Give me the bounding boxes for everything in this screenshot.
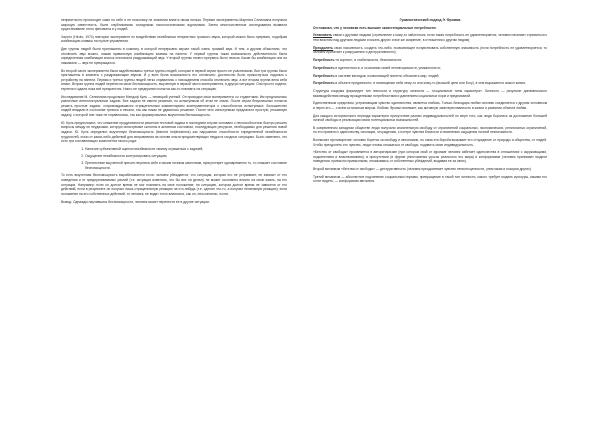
right-paragraph-6: Возникает противоречие: человек борется за свободу и автономию, но сама эта борьба вызывает его отчуждение от природы и общества, от людей. Чтобы преодолеть это чувство, люди готовы отказаться от свободы, подавить свою индивидуальность. <box>313 138 547 147</box>
list-item: 1. Наличие субъективной оценки неизбежности своему отражаться с задачей; <box>85 147 287 152</box>
left-paragraph-5: Исследование М. Селигмана продолжил Мэлдоф Куль — немецкий ученый. Он проводил свои эксперименты со студентами. Им предлагались различные интеллектуальные задачи. Все задачи не имели решения, но испытуемым об этом не знали. После серии безуспешных попыток решить простые задачи, сопровождавшихся отрицательным комментарием экспериментатора о способностях испытуемых, большинство людей впадали в состояние тревоги и печали, так как никак не удавалось решение. После чего испытуемым предлагали простую, решаемую задачу, с которой они тоже не справлялись, так как формировалась выученная беспомощность. <box>61 94 287 118</box>
need-text: в системе взглядов, позволяющей понятно объяснить мир, людей; <box>334 73 440 78</box>
need-term: Потребность <box>313 81 335 86</box>
need-term: Потребность <box>313 58 335 63</box>
need-term: Потребность <box>313 73 335 78</box>
need-item <box>313 46 547 55</box>
right-paragraph-3: Единственным средством, устраняющим чувство одиночества, является любовь. Только благодаря любви человек соединяется с другим человеком и через это — с всем остальным миром. Любовь Фромм понимает, как активную заинтересованность в жизни и развитии объекта любви. <box>313 101 547 110</box>
need-item <box>313 58 547 63</box>
right-paragraph-4: Для каждого исторического периода характерно присутствие разных индивидуальностей по мере того, как люди боролись за достижение большей личной свободы в реализации своих потенциальных возможностей. <box>313 113 547 123</box>
list-item: 3. Препятствие выученной причин неуспеха себя и своим личным качествам, присутствует одновременно то, то снижает состояние беспомощности. <box>85 161 287 170</box>
section-title: Гуманистический подход Э. Фромма <box>399 18 461 22</box>
right-paragraph-7: «Бегство от свободы» проявляется в авторитаризме (при котором свой от фромме человек избегает одиночества в отношениях с окружающими, подчинением и властвованием), в присутствии (в форме уничтожения угрозы реального его мира) и конформизме (человек принимает модели поведения, привычно привычными, отказываясь от собственных убеждений, выдавая ее за свою). <box>313 150 547 164</box>
need-item <box>313 66 547 71</box>
left-paragraph-7: То есть выученная беспомощность вырабатывается если: человек убеждается, что ситуация, которая его не устраивает, не зависит от его поведения и от предпринимаемых усилий (т.е. ситуация изменить, что бы все ни делал); не может осознанно влиять на свою жизнь, на его ситуации. Например: если он долгое время не мог повлиять на свое положение; на ситуацию, которая долгое время не зависела от его действий; если в результате он получил лишь отрицательную реакцию на что-нибудь (т.е. сделал что-то, а получил негативную реакцию); если положение на его собственных действий, то человек, не видит этого влияния и, как он, неосознанно, почти. <box>61 173 287 196</box>
right-paragraph-8: Второй механизм «бегства от свободы» — деструктивность (человек преодолевает чувство неполноценности, уничтожая и покоряя других). <box>313 167 532 172</box>
right-paragraph-9: Третий механизм — абсолютное подчинение социальным нормам, превращение в такой тип личности, какого требует модель культуры, какими его хотят видеть, — конформизм автомата. <box>313 174 547 184</box>
left-paragraph-8: Вывод: Однажды научившись беспомощности, человек может перенести ее в другие ситуации. <box>61 199 210 204</box>
left-paragraph-4: Во второй части эксперимента были задействованы третьи группы людей, которые в первой серии просто не участвовали. Все три группы были приглашены в комнаты с раздражающим звуком. И у всех была возможность его отключить: достаточно было прикоснуться ладонью к устройству на панели. Первая и третья группы людей легко справились с нахождением способа отключить звук, а вот вторая группа вела себя иначе. Вторая группа людей перенесла свою беспомощность, выученную в первой части эксперимента, в другую ситуацию. Они просто сидели, терпели и ждали пока всё прекратится. Никто не предпринял попыток как-то повлиять на ситуацию. <box>61 68 287 91</box>
left-paragraph-3: Две группы людей были приглашены в комнату, в которой непрерывно звучал такой очень громкий звук. И тем, и другим объясняли, что отключить звук можно, нажав правильную комбинацию клавиш на панели. У первой группы такая возможность действительно была определенная комбинация кнопок отключала раздражающий звук. У второй группы ничего прервать было нельзя. Какие бы комбинации они ни нажимали — звук не прекращался. <box>61 47 287 65</box>
components-list <box>61 147 287 170</box>
need-text: в идентичности, в осознании своей неповторимости, уникальности; <box>334 65 441 70</box>
need-text: «в корнях», в стабильности, безопасности; <box>334 58 403 63</box>
right-column <box>313 18 547 418</box>
need-term: Потребность <box>313 65 335 70</box>
left-column <box>61 18 287 418</box>
need-term: Установить <box>313 33 333 38</box>
right-paragraph-5: В современном западном обществе люди получили значительную свободу от ограничений социальных, экономических, религиозных ограничений, но это привело к одиночеству, изоляции, отчуждению, к потере чувства близости и появлению ощущения личной незначимости. <box>313 125 547 135</box>
need-text: связи с другими людьми (стремление к кому-то заботиться; если такая потребность не удовлетворяется, человек начинает стремиться к тем властям над другими людьми и искать других и все же смирение, в отношении к другим людям); <box>313 33 547 43</box>
need-item <box>313 33 547 42</box>
need-item <box>313 74 547 79</box>
left-paragraph-1: неприятности происходят сами по себе и не поскольку не значения влиять никак нельзя. Первые эксперименты Мартина Селигмана получили широкую известность, были опубликованы солидными психологическими журналами. Затем многочисленные исследования выявили существование этого феномена и у людей. <box>61 18 287 32</box>
list-item: 2. Ощущение неизбежности контролировать ситуацию; <box>85 154 287 159</box>
need-text: свою пассивность, создать что-либо, позволяющее почувствовать собственную значимость (если потребность не удовлетворяется, то человек прибегает к разрушению и деструктивности); <box>313 45 547 55</box>
right-paragraph-1: Он показал, что у человека есть высшие экзистенциальные потребности: <box>313 25 437 30</box>
need-text: в объекте преданности, в посвящении себя чему-то или кому-то (высшей цели или Богу), в чем выражается смысл жизни. <box>334 81 527 86</box>
need-item <box>313 81 547 86</box>
right-paragraph-2: Структура социума формирует тип личности и структуру личности — «социальные типы характера». Личность — результат динамического взаимодействия между врожденными потребностями и давлением социальных норм и предписаний. <box>313 88 547 98</box>
need-term: Преодолеть <box>313 45 333 50</box>
left-paragraph-2: Хирото (Hiroto, 1974) повторил эксперимент по воздействию неизбежных неприятных громкого звука, который можно было прервать, подобрав комбинацию клавиш на пульте управления. <box>61 34 287 44</box>
left-paragraph-6: Ю. Куль предположил, что снижение продуктивности решения тестовой задачи в последнем случае основано с неспособностью быстро решить вопросы между их неудачами, которую испытуемые склонны в активном состоянии, последующих ресурсов, необходимых для решения новой задачи. Ю. Куль определил выученную беспомощность (learned helplessness) как нарушение способности определенной неизбежности трудностей, отказ от каких-либо действий для исправления на основе опыта предшествующих неудач в сходных ситуациях. Было замечено, что есть три составляющих компонента такого рода: <box>61 120 287 144</box>
